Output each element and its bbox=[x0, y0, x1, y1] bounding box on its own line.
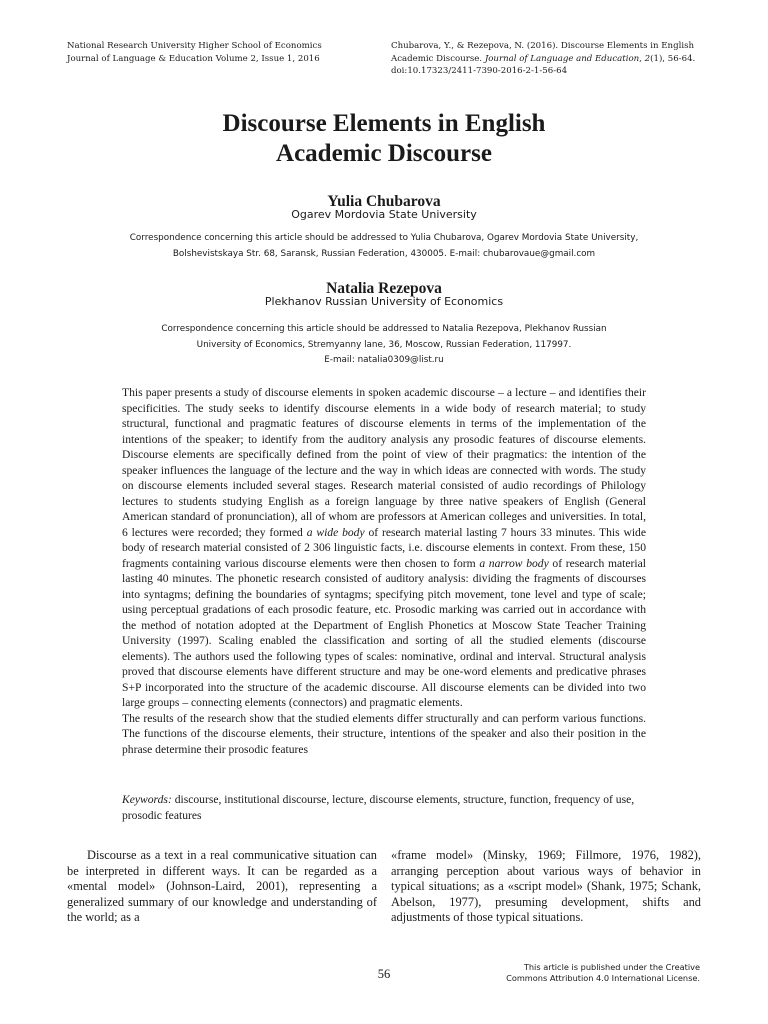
author-correspondence-1: Correspondence concerning this article should be addressed to Yulia Chubarova, Ogarev Mordovia State University, Bolshevistskaya Str. 68, Saransk, Russian Federation, 430005. E-mail: chubarovaue@gmail.com bbox=[129, 233, 639, 259]
author-affiliation-1: Ogarev Mordovia State University bbox=[291, 208, 477, 221]
correspondence-2-line-2: University of Economics, Stremyanny lane, 36, Moscow, Russian Federation, 117997. bbox=[196, 339, 572, 350]
citation-authors-title: Chubarova, Y., & Rezepova, N. (2016). Discourse Elements in English Academic Discourse. bbox=[391, 41, 695, 64]
license-line-2: Commons Attribution 4.0 International License. bbox=[506, 973, 700, 983]
abstract-paragraph-1 bbox=[122, 385, 646, 711]
citation-volume: 2 bbox=[641, 53, 651, 64]
citation-header bbox=[391, 40, 701, 78]
keywords bbox=[122, 792, 646, 823]
license-notice bbox=[480, 962, 700, 984]
abstract-emphasis-narrow-body: a narrow body bbox=[479, 556, 549, 570]
abstract-emphasis-wide-body: a wide body bbox=[306, 525, 365, 539]
correspondence-2-line-3: E-mail: natalia0309@list.ru bbox=[324, 355, 444, 365]
article-title bbox=[84, 109, 684, 169]
abstract-paragraph-2: The results of the research show that the studied elements differ structurally and can perform various functions. The functions of the discourse elements, their structure, intentions of the speaker and also their position in the phrase determine their prosodic features bbox=[122, 711, 646, 756]
keywords-label: Keywords: bbox=[122, 793, 172, 806]
abstract-text-b: of research material lasting 7 hours 33 minutes. This wide body of research material consisted of 2 306 linguistic facts, i.e. discourse elements in context. From these, 150 fragments containing various discourse elements were then chosen to form bbox=[122, 525, 646, 570]
journal-header bbox=[67, 40, 367, 65]
title-line-1: Discourse Elements in English bbox=[222, 110, 546, 137]
abstract-text-c: of research material lasting 40 minutes. The phonetic research consisted of auditory analysis: dividing the fragments of discourses into syntagms; defining the boundaries of syntagms; specifying pitch movement, tone level and type of scale; using perceptual gradations of each prosodic feature, etc. Prosodic marking was carried out in accordance with the method of notation adopted at the Department of English Phonetics at Moscow State Teacher Training University (1997). Scaling enabled the classification and sorting of all the studied elements (discourse elements). The authors used the following types of scales: nominative, ordinal and interval. Structural analysis proved that discourse elements have different structure and may be one-word elements and predicative phrases S+P incorporated into the structure of the academic discourse. All discourse elements can be divided into two large groups – connecting elements (connectors) and pragmatic elements. bbox=[122, 556, 646, 709]
author-correspondence-2 bbox=[120, 322, 648, 369]
journal-volume-line: Journal of Language & Education Volume 2, Issue 1, 2016 bbox=[67, 53, 320, 64]
page-number: 56 bbox=[377, 967, 391, 981]
title-line-2: Academic Discourse bbox=[276, 140, 492, 167]
abstract-text-a: This paper presents a study of discourse elements in spoken academic discourse – a lecture – and identifies their specificities. The study seeks to identify discourse elements in a wide body of research material; to study structural, functional and pragmatic features of discourse elements in terms of the implementation of the intentions of the speaker; to identify from the auditory analysis any prosodic features of discourse elements. Discourse elements are specifically defined from the point of view of their pragmatics: the intention of the speaker influences the language of the lecture and the way in which ideas are connected with words. The study on discourse elements included several stages. Research material consisted of audio recordings of Philology lectures to students studying English as a foreign language by three native speakers of English (General American standard of pronunciation), all of whom are professors at American colleges and universities. In total, 6 lectures were recorded; they formed bbox=[122, 386, 646, 539]
correspondence-2-line-1: Correspondence concerning this article should be addressed to Natalia Rezepova, Plekhanov Russian bbox=[161, 324, 607, 334]
author-name-1: Yulia Chubarova bbox=[327, 193, 441, 210]
body-column-left: Discourse as a text in a real communicative situation can be interpreted in different ways. It can be regarded as a «mental model» (Johnson-Laird, 2001), representing a generalized summary of our knowledge and understanding of the world; as a bbox=[67, 848, 377, 924]
body-column-right: «frame model» (Minsky, 1969; Fillmore, 1976, 1982), arranging perception about various ways of behavior in typical situations; as a «script model» (Shank, 1975; Schank, Abelson, 1977), presuming development, shifts and adjustments of those typical situations. bbox=[391, 848, 701, 924]
citation-doi: (1), 56-64. doi:10.17323/2411-7390-2016-2-1-56-64 bbox=[391, 53, 696, 77]
institution-line: National Research University Higher School of Economics bbox=[67, 41, 322, 51]
author-name-2: Natalia Rezepova bbox=[326, 280, 442, 297]
citation-journal: Journal of Language and Education, bbox=[484, 53, 642, 64]
keywords-list: discourse, institutional discourse, lecture, discourse elements, structure, function, frequency of use, prosodic features bbox=[122, 793, 635, 822]
license-line-1: This article is published under the Creative bbox=[523, 962, 700, 972]
author-affiliation-2: Plekhanov Russian University of Economics bbox=[264, 295, 504, 308]
abstract bbox=[122, 385, 646, 757]
